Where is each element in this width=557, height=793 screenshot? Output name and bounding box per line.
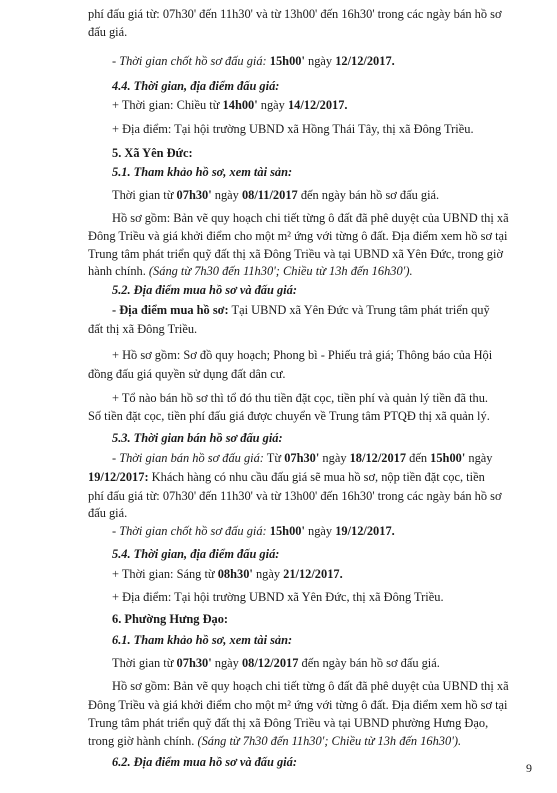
text-segment: 5.3. Thời gian bán hồ sơ đấu giá:	[112, 431, 283, 445]
text-line	[88, 24, 127, 40]
text-segment: Hồ sơ gồm: Bản vẽ quy hoạch chi tiết từng ô đất đã phê duyệt của UBND thị xã	[112, 211, 509, 225]
text-line	[88, 228, 508, 244]
text-segment: (Sáng từ 7h30 đến 11h30'; Chiều từ 13h đến 16h30').	[197, 734, 462, 748]
text-line	[112, 754, 297, 770]
text-line	[112, 546, 279, 562]
text-line	[112, 678, 509, 694]
text-segment: đấu giá.	[88, 506, 128, 520]
text-segment: ngày	[304, 54, 336, 68]
text-segment: 14/12/2017.	[287, 98, 348, 112]
text-segment: + Thời gian: Chiều từ	[112, 98, 223, 112]
text-line	[88, 488, 502, 504]
text-line	[112, 145, 193, 161]
text-line	[112, 523, 395, 539]
text-line	[112, 632, 292, 648]
text-segment: 6.2. Địa điểm mua hồ sơ và đấu giá:	[112, 755, 297, 769]
text-segment: Hồ sơ gồm: Bản vẽ quy hoạch chi tiết từng ô đất đã phê duyệt của UBND thị xã	[112, 679, 509, 693]
text-line	[112, 302, 490, 318]
text-segment: trong giờ hành chính.	[88, 734, 198, 748]
text-segment: Đông Triều và giá khởi điểm cho một m² ứng với từng ô đất. Địa điểm xem hồ sơ tại	[88, 229, 508, 243]
text-segment: phí đấu giá từ: 07h30' đến 11h30' và từ 13h00' đến 16h30' trong các ngày bán hồ sơ	[88, 489, 502, 503]
text-line	[112, 611, 228, 627]
text-segment: 19/12/2017:	[88, 470, 149, 484]
text-segment: 5.2. Địa điểm mua hồ sơ và đấu giá:	[112, 283, 297, 297]
text-segment: 07h30'	[284, 451, 320, 465]
text-line	[112, 390, 488, 406]
text-segment: ngày	[252, 567, 284, 581]
text-line	[88, 366, 286, 382]
text-segment: 18/12/2017	[349, 451, 407, 465]
text-line	[112, 121, 474, 137]
text-segment: Đông Triều và giá khởi điểm cho một m² ứng với từng ô đất. Địa điểm xem hồ sơ tại	[88, 698, 508, 712]
text-segment: 07h30'	[176, 188, 212, 202]
text-segment: 5.4. Thời gian, địa điểm đấu giá:	[112, 547, 280, 561]
text-segment: ngày	[211, 188, 242, 202]
text-segment: Tại UBND xã Yên Đức và Trung tâm phát triển quỹ	[228, 303, 490, 317]
text-segment: 15h00'	[269, 524, 305, 538]
text-segment: đến ngày bán hồ sơ đấu giá.	[297, 188, 440, 202]
text-segment: + Hồ sơ gồm: Sơ đồ quy hoạch; Phong bì - Phiếu trả giá; Thông báo của Hội	[112, 348, 493, 362]
text-line	[112, 430, 283, 446]
text-line	[88, 408, 490, 424]
text-segment: 4.4. Thời gian, địa điểm đấu giá:	[112, 79, 280, 93]
text-segment: 6.1. Tham khảo hồ sơ, xem tài sản:	[112, 633, 293, 647]
text-segment: 07h30'	[176, 656, 212, 670]
text-segment: Trung tâm phát triển quỹ đất thị xã Đông Triều và tại UBND xã Yên Đức, trong giờ	[88, 247, 504, 261]
text-line	[88, 246, 503, 262]
text-line	[88, 321, 197, 337]
text-line	[88, 505, 127, 521]
text-segment: 19/12/2017.	[335, 524, 395, 538]
text-segment: 21/12/2017.	[283, 567, 343, 581]
text-segment: 08/12/2017	[241, 656, 299, 670]
text-segment: đến ngày bán hồ sơ đấu giá.	[298, 656, 440, 670]
text-segment: 15h00'	[269, 54, 305, 68]
text-line	[88, 469, 485, 485]
text-line	[88, 6, 502, 22]
text-segment: (Sáng từ 7h30 đến 11h30'; Chiều từ 13h đến 16h30').	[148, 264, 413, 278]
text-segment: phí đấu giá từ: 07h30' đến 11h30' và từ 13h00' đến 16h30' trong các ngày bán hồ sơ	[88, 7, 502, 21]
text-line	[112, 589, 444, 605]
text-line	[112, 282, 297, 298]
text-segment: 12/12/2017.	[335, 54, 395, 68]
text-line	[112, 450, 492, 466]
text-line	[112, 347, 492, 363]
text-segment: + Thời gian: Sáng từ	[112, 567, 218, 581]
text-segment: 5. Xã Yên Đức:	[112, 146, 193, 160]
text-segment: + Địa điểm: Tại hội trường UBND xã Hồng Thái Tây, thị xã Đông Triều.	[112, 122, 474, 136]
text-segment: đồng đấu giá quyền sử dụng đất dân cư.	[88, 367, 286, 381]
text-line	[88, 263, 413, 279]
text-line	[88, 733, 461, 749]
text-line	[112, 655, 440, 671]
text-segment: 6. Phường Hưng Đạo:	[112, 612, 229, 626]
text-segment: Số tiền đặt cọc, tiền phí đấu giá được chuyển về Trung tâm PTQĐ thị xã quản lý.	[88, 409, 490, 423]
text-segment: ngày	[211, 656, 242, 670]
text-line	[112, 53, 395, 69]
text-segment: đất thị xã Đông Triều.	[88, 322, 198, 336]
text-segment: Khách hàng có nhu cầu đấu giá sẽ mua hồ sơ, nộp tiền đặt cọc, tiền	[148, 470, 485, 484]
text-line	[112, 210, 509, 226]
text-line	[112, 187, 439, 203]
text-line	[112, 78, 279, 94]
text-segment: Từ	[263, 451, 285, 465]
text-segment: + Địa điểm: Tại hội trường UBND xã Yên Đức, thị xã Đông Triều.	[112, 590, 444, 604]
text-segment: ngày	[304, 524, 336, 538]
text-line	[112, 97, 348, 113]
text-segment: ngày	[257, 98, 288, 112]
text-segment: đấu giá.	[88, 25, 128, 39]
text-segment: + Tổ nào bán hồ sơ thì tổ đó thu tiền đặt cọc, tiền phí và quản lý tiền đã thu.	[112, 391, 489, 405]
text-segment: ngày	[319, 451, 350, 465]
text-segment: Thời gian từ	[112, 656, 177, 670]
text-line	[112, 164, 292, 180]
text-segment: - Địa điểm mua hồ sơ:	[112, 303, 229, 317]
text-segment: Thời gian từ	[112, 188, 177, 202]
text-segment: 15h00'	[430, 451, 466, 465]
text-segment: hành chính.	[88, 264, 149, 278]
text-segment: - Thời gian chốt hồ sơ đấu giá:	[112, 54, 270, 68]
text-segment: đến	[406, 451, 431, 465]
text-segment: ngày	[465, 451, 493, 465]
text-line	[88, 715, 488, 731]
text-segment: - Thời gian chốt hồ sơ đấu giá:	[112, 524, 270, 538]
text-segment: 14h00'	[222, 98, 258, 112]
text-segment: Trung tâm phát triển quỹ đất thị xã Đông Triều và tại UBND phường Hưng Đạo,	[88, 716, 489, 730]
text-segment: 5.1. Tham khảo hồ sơ, xem tài sản:	[112, 165, 293, 179]
text-line	[88, 697, 508, 713]
text-segment: 08h30'	[217, 567, 253, 581]
text-segment: 08/11/2017	[241, 188, 298, 202]
text-line	[112, 566, 343, 582]
text-segment: - Thời gian bán hồ sơ đấu giá:	[112, 451, 264, 465]
page-number: 9	[526, 761, 532, 775]
